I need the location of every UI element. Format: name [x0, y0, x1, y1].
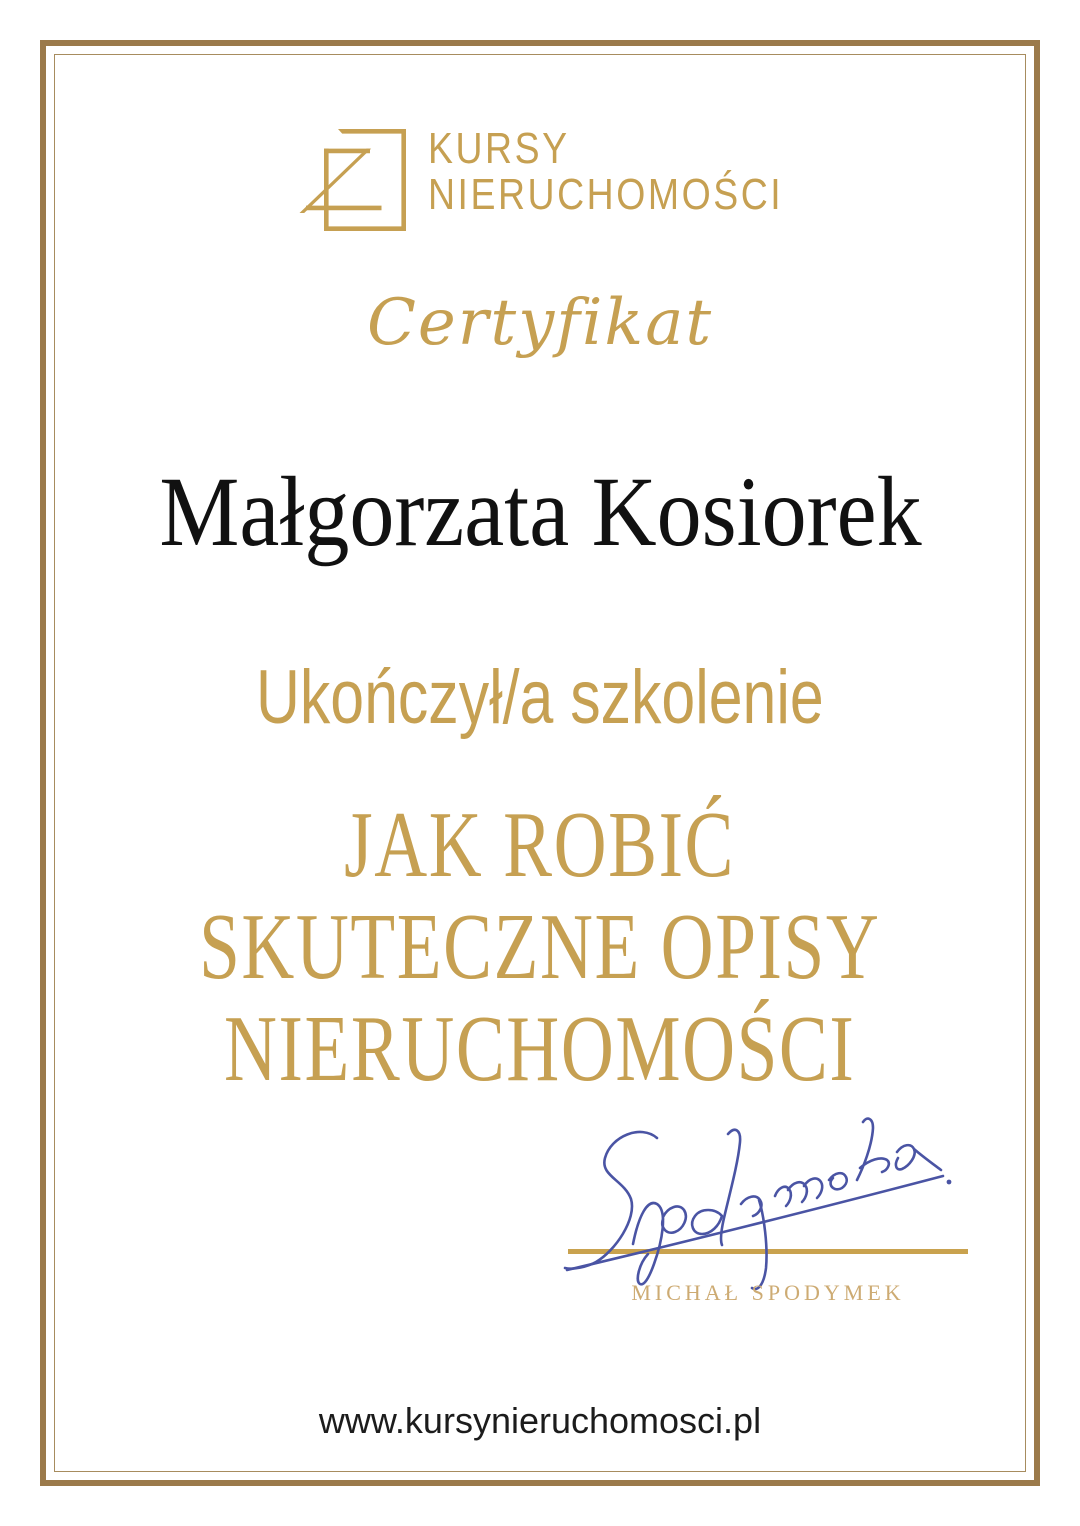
course-title [0, 794, 1080, 1100]
completion-subtitle [0, 652, 1080, 743]
kursy-monogram-icon [288, 106, 412, 238]
brand-word-line2: NIERUCHOMOŚCI [428, 170, 784, 219]
course-title-line1: JAK ROBIĆ [344, 793, 736, 897]
brand-wordmark [428, 126, 783, 218]
recipient-name-text: Małgorzata Kosiorek [158, 456, 922, 567]
footer-website: www.kursynieruchomosci.pl [318, 1400, 762, 1441]
signer-name: MICHAŁ SPODYMEK [631, 1280, 905, 1305]
brand-logo [288, 106, 846, 238]
signature-block [545, 1112, 980, 1312]
brand-word-line1: KURSY [428, 124, 570, 173]
certificate-script-title: Certyfikat [366, 286, 714, 360]
course-title-line2: SKUTECZNE OPISY [199, 895, 881, 999]
recipient-name [0, 452, 1080, 572]
completion-subtitle-text: Ukończył/a szkolenie [256, 655, 824, 740]
course-title-line3: NIERUCHOMOŚCI [224, 997, 856, 1101]
